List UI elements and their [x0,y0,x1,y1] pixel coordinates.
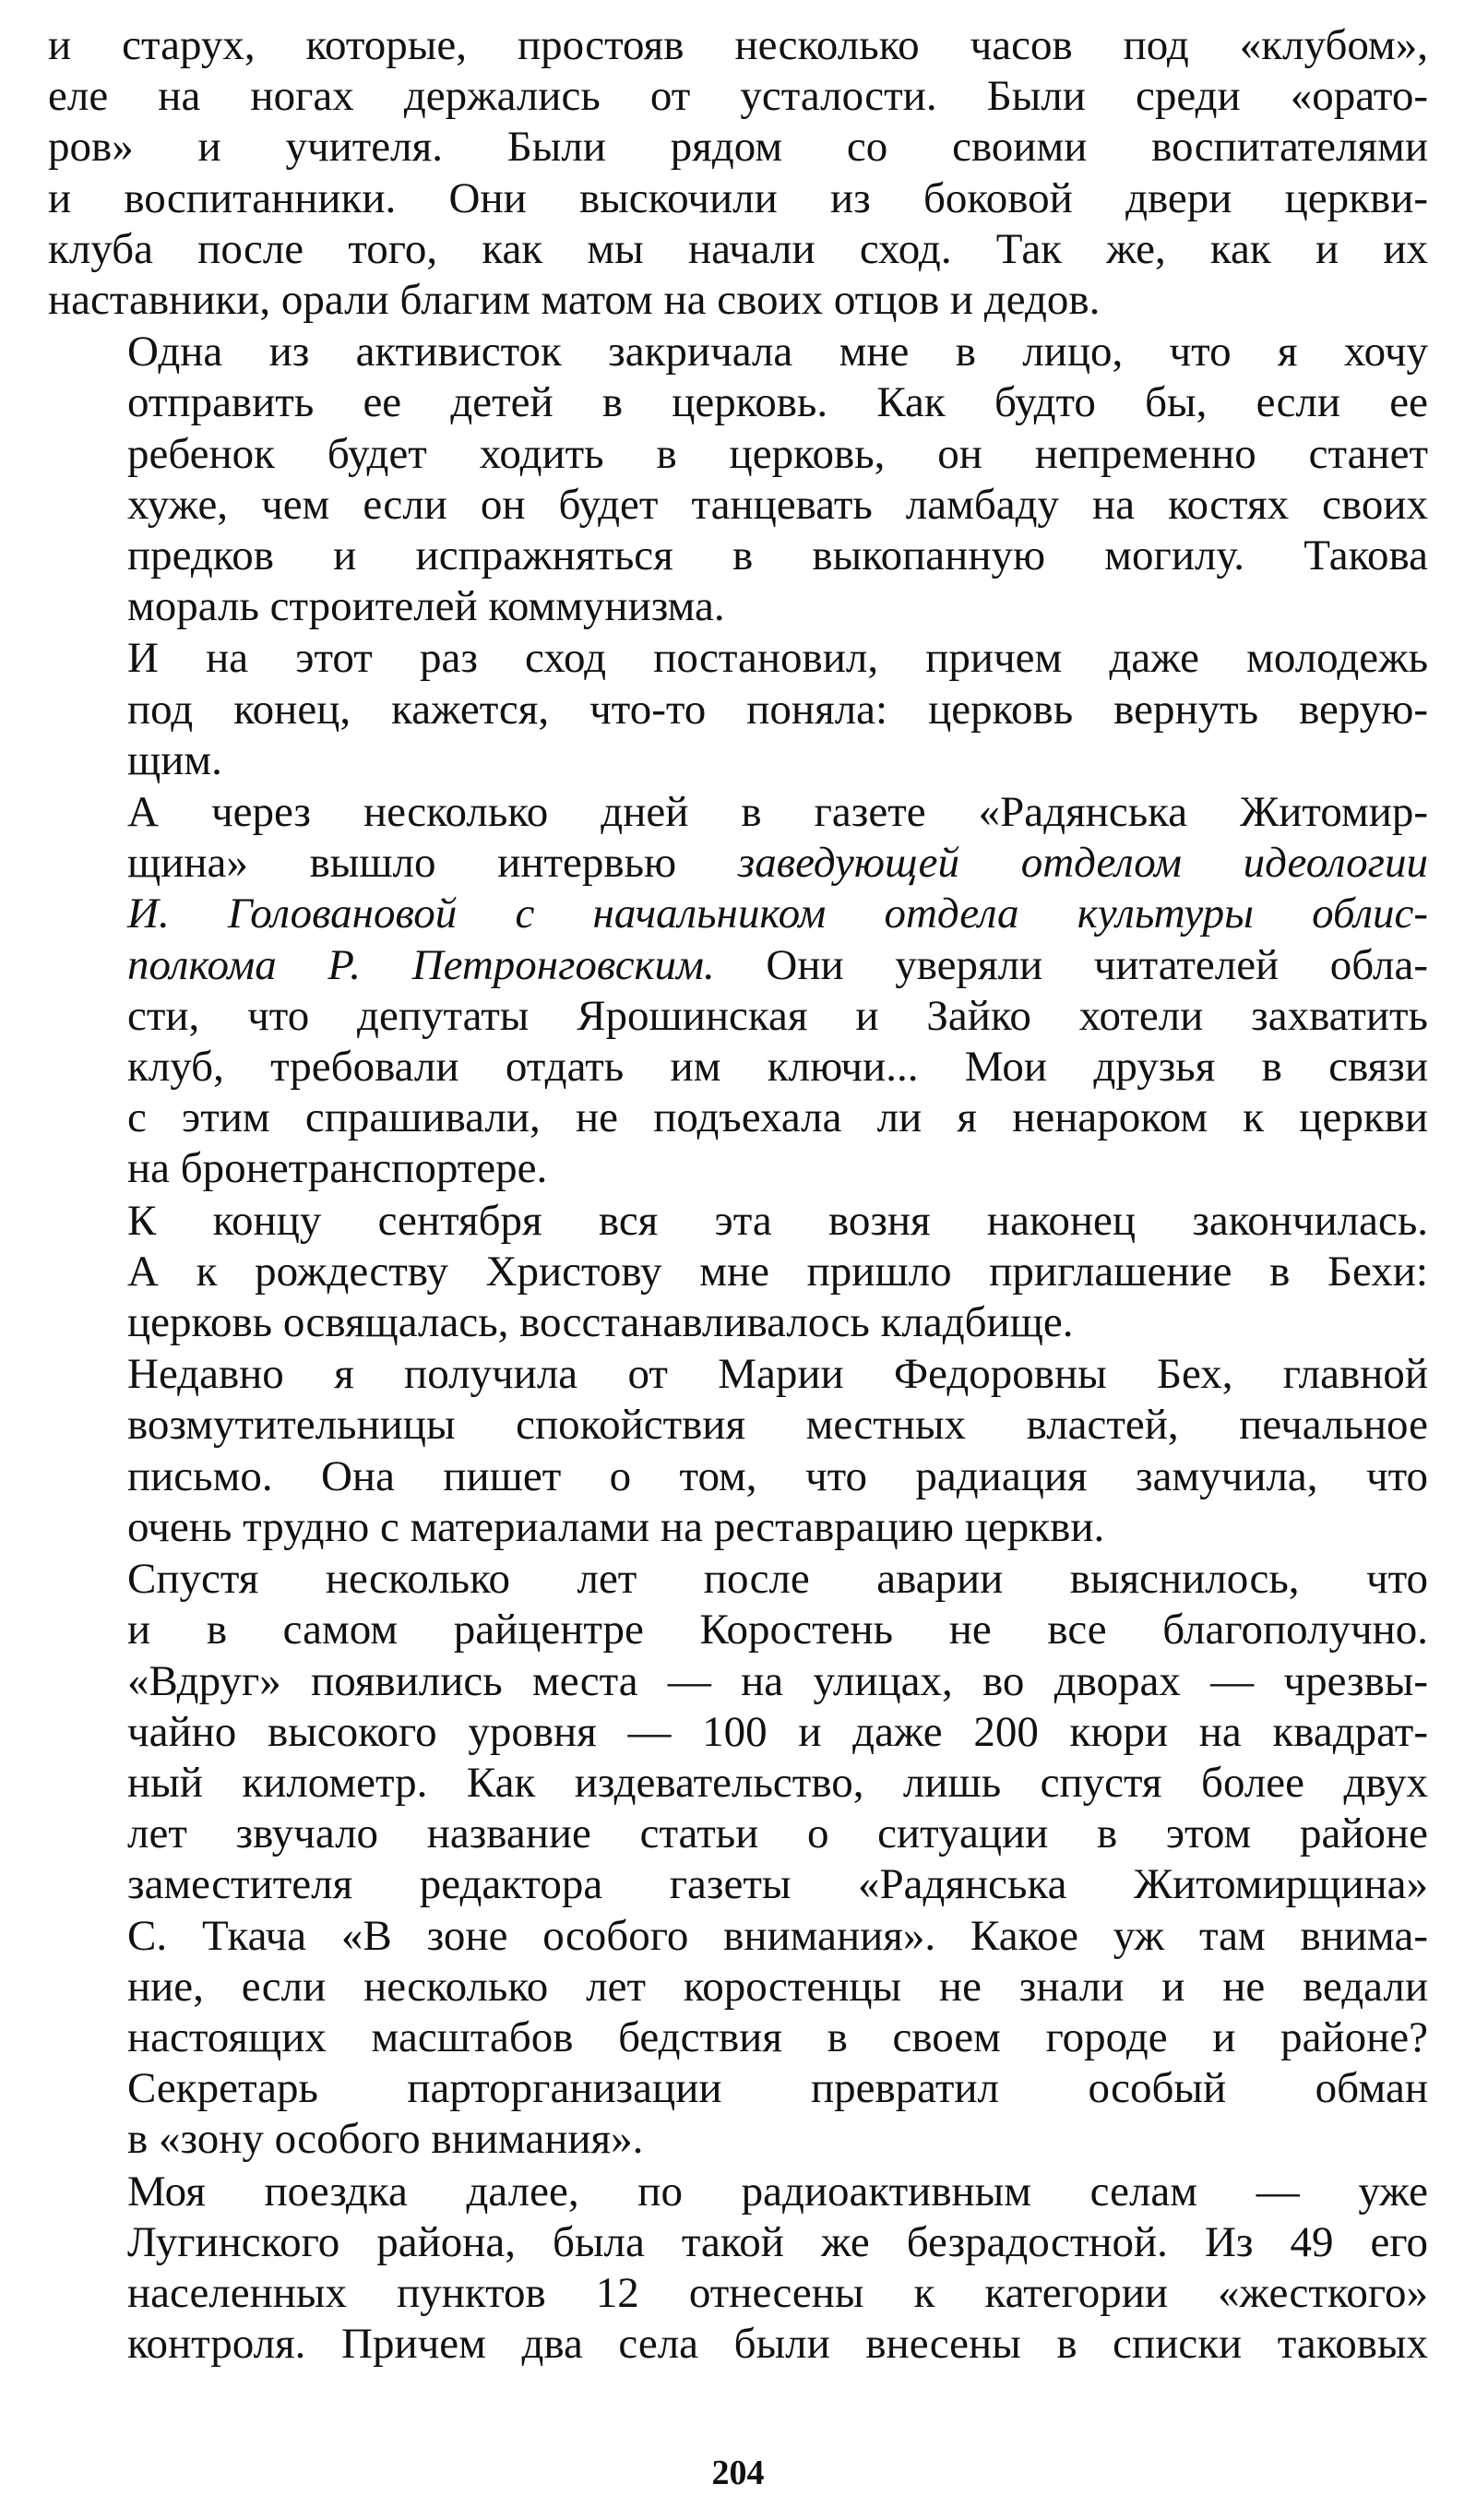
text-line: населенных пунктов 12 отнесены к категории «жесткого» [127,2268,1428,2317]
text-line [48,991,1428,1042]
text-line: ров» и учителя. Были рядом со своими воспитателями [48,123,1428,172]
text-line: чайно высокого уровня — 100 и даже 200 кюри на квадрат- [127,1707,1428,1756]
page-number: 204 [711,2454,765,2492]
italic-run: полкома Р. Петронговским. [127,940,715,989]
text-line: Одна из активисток закричала мне в лицо, что я хочу [127,328,1428,376]
paragraph [48,1349,1428,1553]
text-line: щим. [127,735,222,784]
text-line: предков и испражняться в выкопанную могилу. Такова [127,531,1428,580]
text-line [48,889,1428,939]
paragraph [48,327,1428,632]
text-line [48,1143,1428,1194]
book-page [48,20,1428,2419]
text-line [48,787,1428,838]
text-run: на бронетранспортере. [127,1144,548,1193]
text-run: сти, что депутаты Ярошинская и Зайко хотели захватить [127,991,1428,1040]
text-line: И на этот раз сход постановил, причем даже молодежь [127,634,1428,683]
text-run: с этим спрашивали, не подъехала ли я ненароком к церкви [127,1093,1428,1142]
text-line: лет звучало название статьи о ситуации в этом районе [127,1809,1428,1858]
paragraph [48,633,1428,786]
text-run: щина» вышло интервью [127,839,738,888]
text-line: К концу сентября вся эта возня наконец закончилась. [127,1196,1428,1245]
paragraph [48,1554,1428,2165]
paragraph [48,2167,1428,2371]
text-line: мораль строителей коммунизма. [127,582,725,631]
text-line: заместителя редактора газеты «Радянська Житомирщина» [127,1860,1428,1909]
text-line: Спустя несколько лет после аварии выяснилось, что [127,1555,1428,1604]
text-line [48,1093,1428,1143]
text-line: церковь освящалась, восстанавливалось кладбище. [127,1298,1074,1347]
text-line: ный километр. Как издевательство, лишь спустя более двух [127,1758,1428,1807]
text-line: Моя поездка далее, по радиоактивным селам — уже [127,2167,1428,2215]
text-line: Лугинского района, была такой же безрадостной. Из 49 его [127,2217,1428,2266]
text-line: «Вдруг» появились места — на улицах, во дворах — чрезвы- [127,1656,1428,1705]
text-line: под конец, кажется, что-то поняла: церковь вернуть верую- [127,685,1428,734]
text-run: клуб, требовали отдать им ключи... Мои друзья в связи [127,1043,1428,1092]
text-line: ние, если несколько лет коростенцы не знали и не ведали [127,1962,1428,2011]
italic-run: заведующей отделом идеологии [737,839,1428,888]
italic-run: И. Головановой с начальником отдела культуры облис- [127,890,1428,938]
text-line: отправить ее детей в церковь. Как будто бы, если ее [127,378,1428,427]
paragraph [48,787,1428,1195]
text-line: С. Ткача «В зоне особого внимания». Какое уж там внима- [127,1911,1428,1960]
text-line: очень трудно с материалами на реставрацию церкви. [127,1502,1105,1551]
text-line: в «зону особого внимания». [127,2115,644,2164]
text-line: и старух, которые, простояв несколько часов под «клубом», [48,21,1428,69]
text-line: наставники, орали благим матом на своих отцов и дедов. [48,276,1101,325]
text-line: ребенок будет ходить в церковь, он непременно станет [127,429,1428,478]
text-line: письмо. Она пишет о том, что радиация замучила, что [127,1451,1428,1500]
text-line: и воспитанники. Они выскочили из боковой двери церкви- [48,173,1428,222]
text-line: настоящих масштабов бедствия в своем городе и районе? [127,2012,1428,2061]
text-line: еле на ногах держались от усталости. Были среди «орато- [48,72,1428,121]
text-line: контроля. Причем два села были внесены в списки таковых [127,2320,1428,2369]
paragraph [48,20,1428,326]
paragraph [48,1196,1428,1349]
text-line [48,940,1428,991]
text-line [48,838,1428,889]
text-line: Недавно я получила от Марии Федоровны Бех, главной [127,1350,1428,1399]
text-line [48,1042,1428,1093]
text-line: и в самом райцентре Коростень не все благополучно. [127,1606,1428,1654]
text-line: А к рождеству Христову мне пришло приглашение в Бехи: [127,1247,1428,1296]
text-run: А через несколько дней в газете «Радянська Житомир- [127,788,1428,837]
text-line: клуба после того, как мы начали сход. Так же, как и их [48,224,1428,273]
text-line: Секретарь парторганизации превратил особый обман [127,2064,1428,2113]
page-text-body [48,20,1428,2370]
text-run: Они уверяли читателей обла- [714,940,1428,989]
text-line: хуже, чем если он будет танцевать ламбаду на костях своих [127,480,1428,529]
text-line: возмутительницы спокойствия местных властей, печальное [127,1401,1428,1450]
